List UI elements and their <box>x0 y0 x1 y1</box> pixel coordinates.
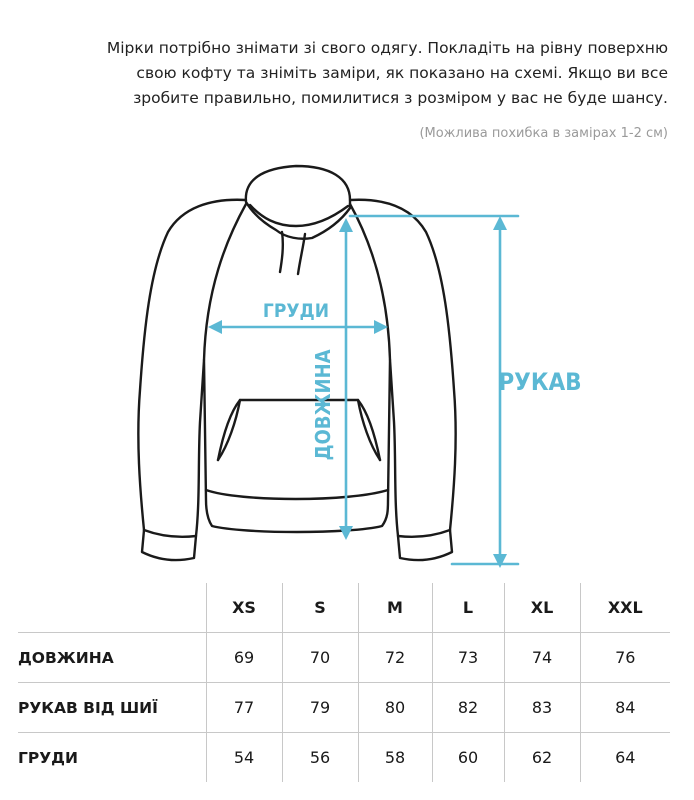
cuff-right <box>398 530 450 537</box>
table-cell: 73 <box>432 633 504 683</box>
length-arrow-up-icon <box>339 218 353 232</box>
drawstring-left <box>280 232 283 272</box>
hoodie-diagram <box>0 160 694 580</box>
hoodie-drawing <box>0 160 694 580</box>
table-cell: 62 <box>504 733 580 783</box>
cuff-left <box>144 530 196 537</box>
chest-arrow-right-icon <box>374 320 388 334</box>
pocket-sides <box>218 400 380 460</box>
intro-line-2: свою кофту та зніміть заміри, як показано на схемі. Якщо ви все <box>136 64 668 82</box>
sleeve-arrow-up-icon <box>493 216 507 230</box>
table-cell: 80 <box>358 683 432 733</box>
table-cell: 58 <box>358 733 432 783</box>
table-cell: 60 <box>432 733 504 783</box>
table-row-sleeve <box>18 683 670 733</box>
hoodie-outline <box>138 166 455 560</box>
pocket-top <box>218 400 380 460</box>
intro-line-1: Мірки потрібно знімати зі свого одягу. Покладіть на рівну поверхню <box>106 39 668 57</box>
size-header: XL <box>504 583 580 633</box>
body-outline <box>138 200 455 560</box>
row-label: РУКАВ ВІД ШИЇ <box>18 683 206 733</box>
measurement-note: (Можлива похибка в замірах 1-2 см) <box>419 126 668 141</box>
table-cell: 64 <box>580 733 670 783</box>
table-cell: 79 <box>282 683 358 733</box>
size-header: S <box>282 583 358 633</box>
measure-arrowheads <box>208 216 507 568</box>
size-header: M <box>358 583 432 633</box>
measure-lines <box>212 216 518 564</box>
table-cell: 56 <box>282 733 358 783</box>
table-cell: 83 <box>504 683 580 733</box>
length-arrow-down-icon <box>339 526 353 540</box>
table-cell: 70 <box>282 633 358 683</box>
hood-shape <box>246 166 350 239</box>
size-header: L <box>432 583 504 633</box>
table-cell: 76 <box>580 633 670 683</box>
drawstring-right <box>298 234 305 274</box>
sleeve-arrow-down-icon <box>493 554 507 568</box>
size-table <box>18 583 670 782</box>
table-cell: 72 <box>358 633 432 683</box>
table-row-length <box>18 633 670 683</box>
waistband-line <box>206 490 388 499</box>
intro-text <box>28 36 668 146</box>
size-header: XS <box>206 583 282 633</box>
table-cell: 54 <box>206 733 282 783</box>
intro-line-3: зробите правильно, помилитися з розміром у вас не буде шансу. <box>133 89 668 107</box>
length-label: ДОВЖИНА <box>311 349 335 461</box>
chest-label: ГРУДИ <box>262 300 330 322</box>
table-cell: 77 <box>206 683 282 733</box>
table-cell: 84 <box>580 683 670 733</box>
table-cell: 69 <box>206 633 282 683</box>
sleeve-label: РУКАВ <box>498 368 582 396</box>
size-header-row <box>18 583 670 633</box>
row-label: ГРУДИ <box>18 748 78 767</box>
table-row-chest <box>18 733 670 783</box>
table-cell: 82 <box>432 683 504 733</box>
raglan-seam-right <box>350 204 390 360</box>
header-empty-cell <box>18 583 206 633</box>
raglan-seam-left <box>204 204 246 360</box>
table-cell: 74 <box>504 633 580 683</box>
row-label: ДОВЖИНА <box>18 633 206 683</box>
size-header: XXL <box>580 583 670 633</box>
chest-arrow-left-icon <box>208 320 222 334</box>
